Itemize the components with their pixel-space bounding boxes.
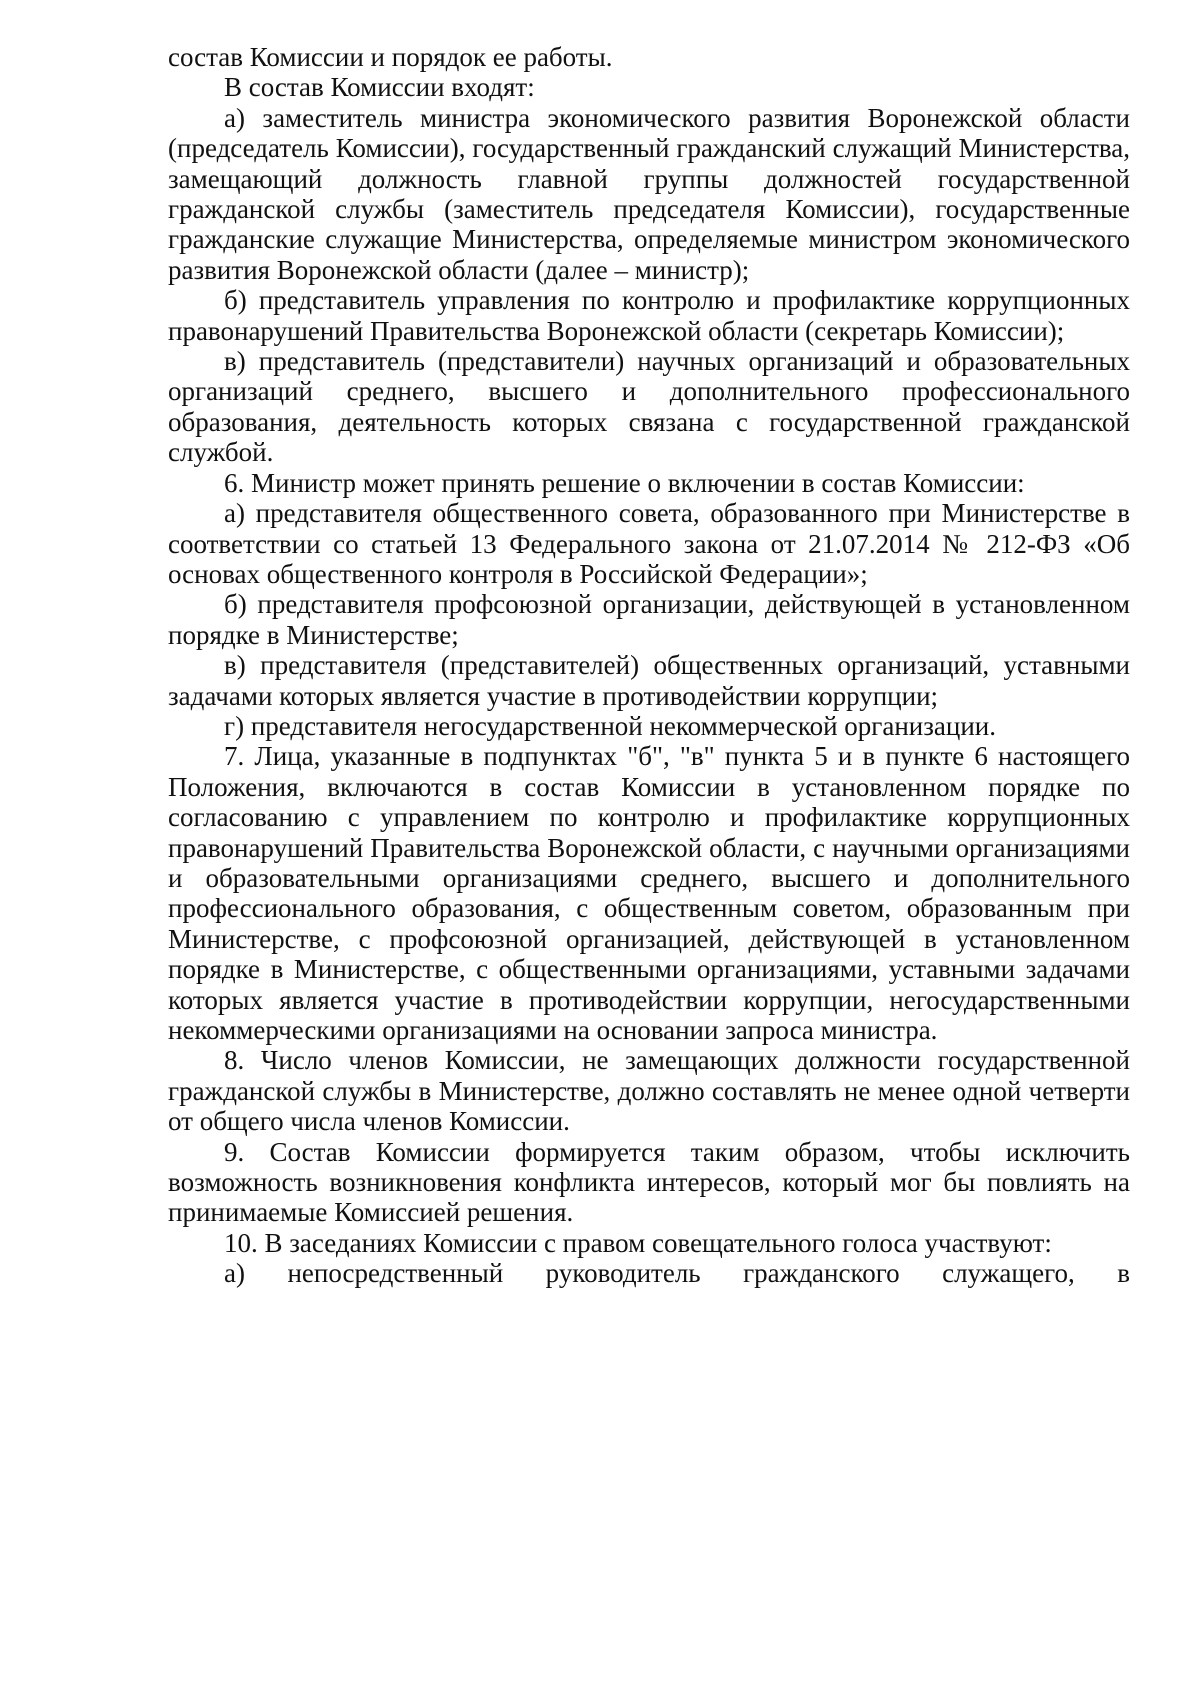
paragraph-clause-6: 6. Министр может принять решение о включении в состав Комиссии:	[224, 467, 1025, 498]
paragraph-clause-9: 9. Состав Комиссии формируется таким образом, чтобы исключить возможность возникновения конфликта интересов, который мог бы повлиять на принимаемые Комиссией решения.	[168, 1136, 1130, 1228]
document-body	[168, 42, 1130, 1289]
paragraph-continuation: состав Комиссии и порядок ее работы.	[168, 42, 613, 72]
paragraph-clause-7: 7. Лица, указанные в подпунктах "б", "в" пункта 5 и в пункте 6 настоящего Положения, включаются в состав Комиссии в установленном порядке по согласованию с управлением по контролю и профилактике коррупционных правонарушений Правительства Воронежской области, с научными организациями и образовательными организациями среднего, высшего и дополнительного профессионального образования, с общественным советом, образованным при Министерстве, с профсоюзной организацией, действующей в установленном порядке в Министерстве, с общественными организациями, уставными задачами которых является участие в противодействии коррупции, негосударственными некоммерческими организациями на основании запроса министра.	[168, 741, 1130, 1045]
paragraph-item-5a: а) заместитель министра экономического развития Воронежской области (председатель Комиссии), государственный гражданский служащий Министерства, замещающий должность главной группы должностей государственной гражданской службы (заместитель председателя Комиссии), государственные гражданские служащие Министерства, определяемые министром экономического развития Воронежской области (далее – министр);	[168, 102, 1130, 285]
paragraph-item-5v: в) представитель (представители) научных организаций и образовательных организаций среднего, высшего и дополнительного профессионального образования, деятельность которых связана с государственной гражданской службой.	[168, 346, 1130, 468]
paragraph-clause-8: 8. Число членов Комиссии, не замещающих должности государственной гражданской службы в Министерстве, должно составлять не менее одной четверти от общего числа членов Комиссии.	[168, 1045, 1130, 1137]
paragraph-item-6a: а) представителя общественного совета, образованного при Министерстве в соответствии со статьей 13 Федерального закона от 21.07.2014 № 212-ФЗ «Об основах общественного контроля в Российской Федерации»;	[168, 498, 1130, 589]
paragraph-item-6b: б) представителя профсоюзной организации, действующей в установленном порядке в Министерстве;	[168, 589, 1130, 650]
paragraph-clause-10: 10. В заседаниях Комиссии с правом совещательного голоса участвуют:	[224, 1227, 1052, 1258]
paragraph-item-6v: в) представителя (представителей) общественных организаций, уставными задачами которых является участие в противодействии коррупции;	[168, 650, 1130, 711]
paragraph-item-10a: а) непосредственный руководитель гражданского служащего, в	[224, 1258, 1130, 1289]
paragraph-item-6g: г) представителя негосударственной некоммерческой организации.	[224, 710, 996, 741]
paragraph-commission-members-intro: В состав Комиссии входят:	[224, 72, 535, 103]
paragraph-item-5b: б) представитель управления по контролю и профилактике коррупционных правонарушений Правительства Воронежской области (секретарь Комиссии);	[168, 285, 1130, 346]
